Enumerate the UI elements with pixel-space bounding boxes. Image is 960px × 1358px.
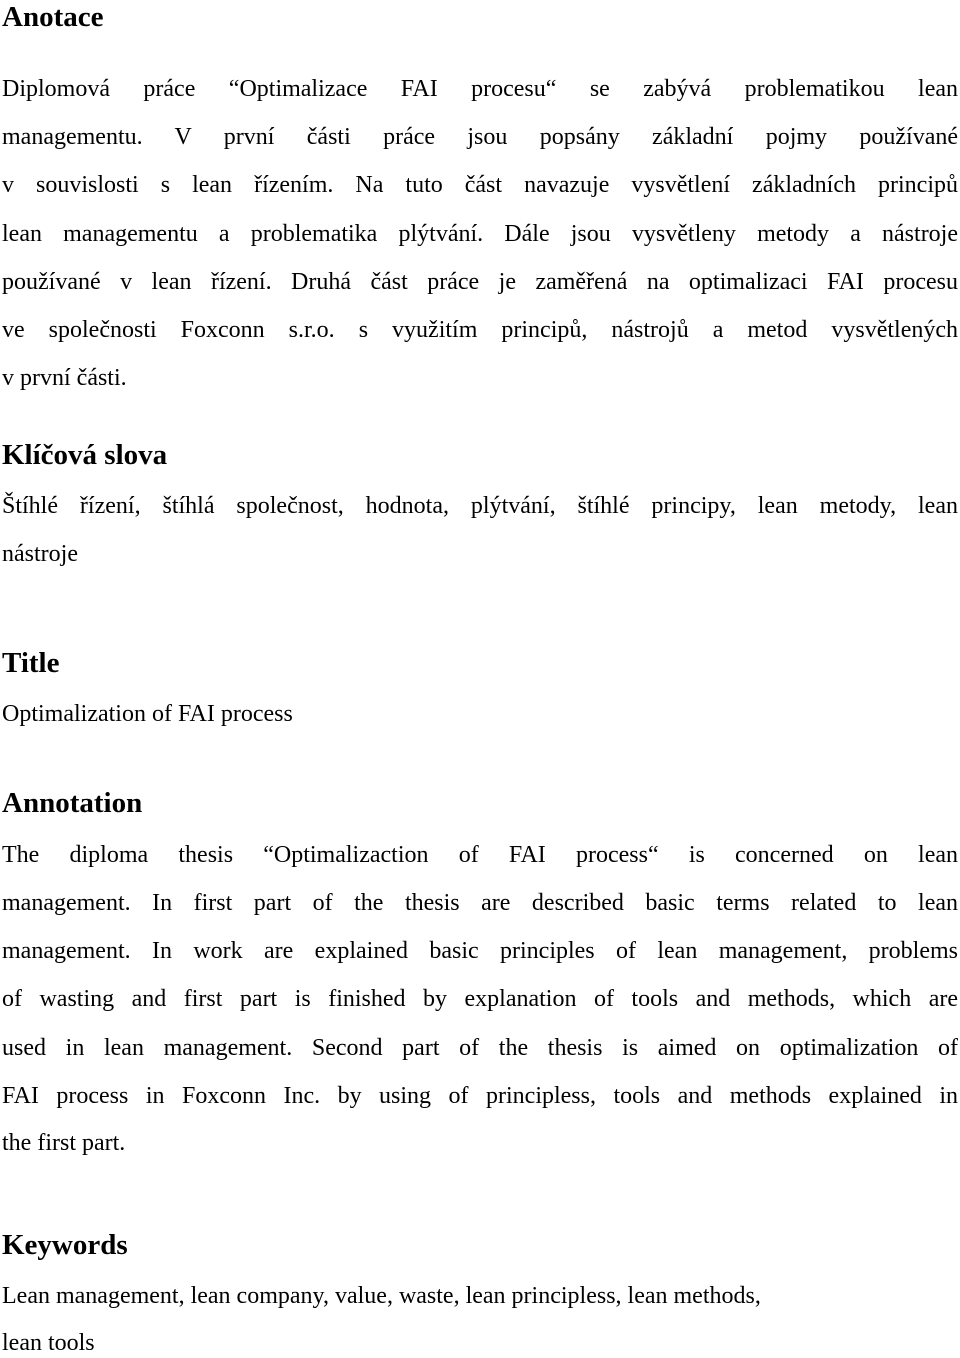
klicova-slova-heading: Klíčová slova [2, 439, 168, 471]
annotation-line: FAI process in Foxconn Inc. by using of principless, tools and methods explained in [2, 1083, 958, 1109]
klicova-slova-line: Štíhlé řízení, štíhlá společnost, hodnota, plýtvání, štíhlé principy, lean metody, lean [2, 493, 958, 519]
title-text: Optimalization of FAI process [2, 701, 293, 727]
anotace-heading: Anotace [2, 1, 104, 33]
anotace-line: lean managementu a problematika plýtvání. Dále jsou vysvětleny metody a nástroje [2, 221, 958, 247]
anotace-line: v první části. [2, 365, 127, 391]
anotace-line: Diplomová práce “Optimalizace FAI procesu“ se zabývá problematikou lean [2, 76, 958, 102]
annotation-line: management. In work are explained basic principles of lean management, problems [2, 938, 958, 964]
annotation-heading: Annotation [2, 787, 143, 819]
annotation-line: of wasting and first part is finished by explanation of tools and methods, which are [2, 986, 958, 1012]
title-heading: Title [2, 647, 60, 679]
keywords-heading: Keywords [2, 1229, 128, 1261]
annotation-line: used in lean management. Second part of the thesis is aimed on optimalization of [2, 1035, 958, 1061]
anotace-line: ve společnosti Foxconn s.r.o. s využitím principů, nástrojů a metod vysvětlených [2, 317, 958, 343]
annotation-line: The diploma thesis “Optimalizaction of FAI process“ is concerned on lean [2, 842, 958, 868]
annotation-line: management. In first part of the thesis are described basic terms related to lean [2, 890, 958, 916]
anotace-line: v souvislosti s lean řízením. Na tuto část navazuje vysvětlení základních principů [2, 172, 958, 198]
anotace-line: používané v lean řízení. Druhá část práce je zaměřená na optimalizaci FAI procesu [2, 269, 958, 295]
annotation-line: the first part. [2, 1130, 126, 1156]
keywords-line: Lean management, lean company, value, waste, lean principless, lean methods, [2, 1283, 761, 1309]
anotace-line: managementu. V první části práce jsou popsány základní pojmy používané [2, 124, 958, 150]
keywords-line: lean tools [2, 1330, 95, 1356]
klicova-slova-line: nástroje [2, 541, 78, 567]
